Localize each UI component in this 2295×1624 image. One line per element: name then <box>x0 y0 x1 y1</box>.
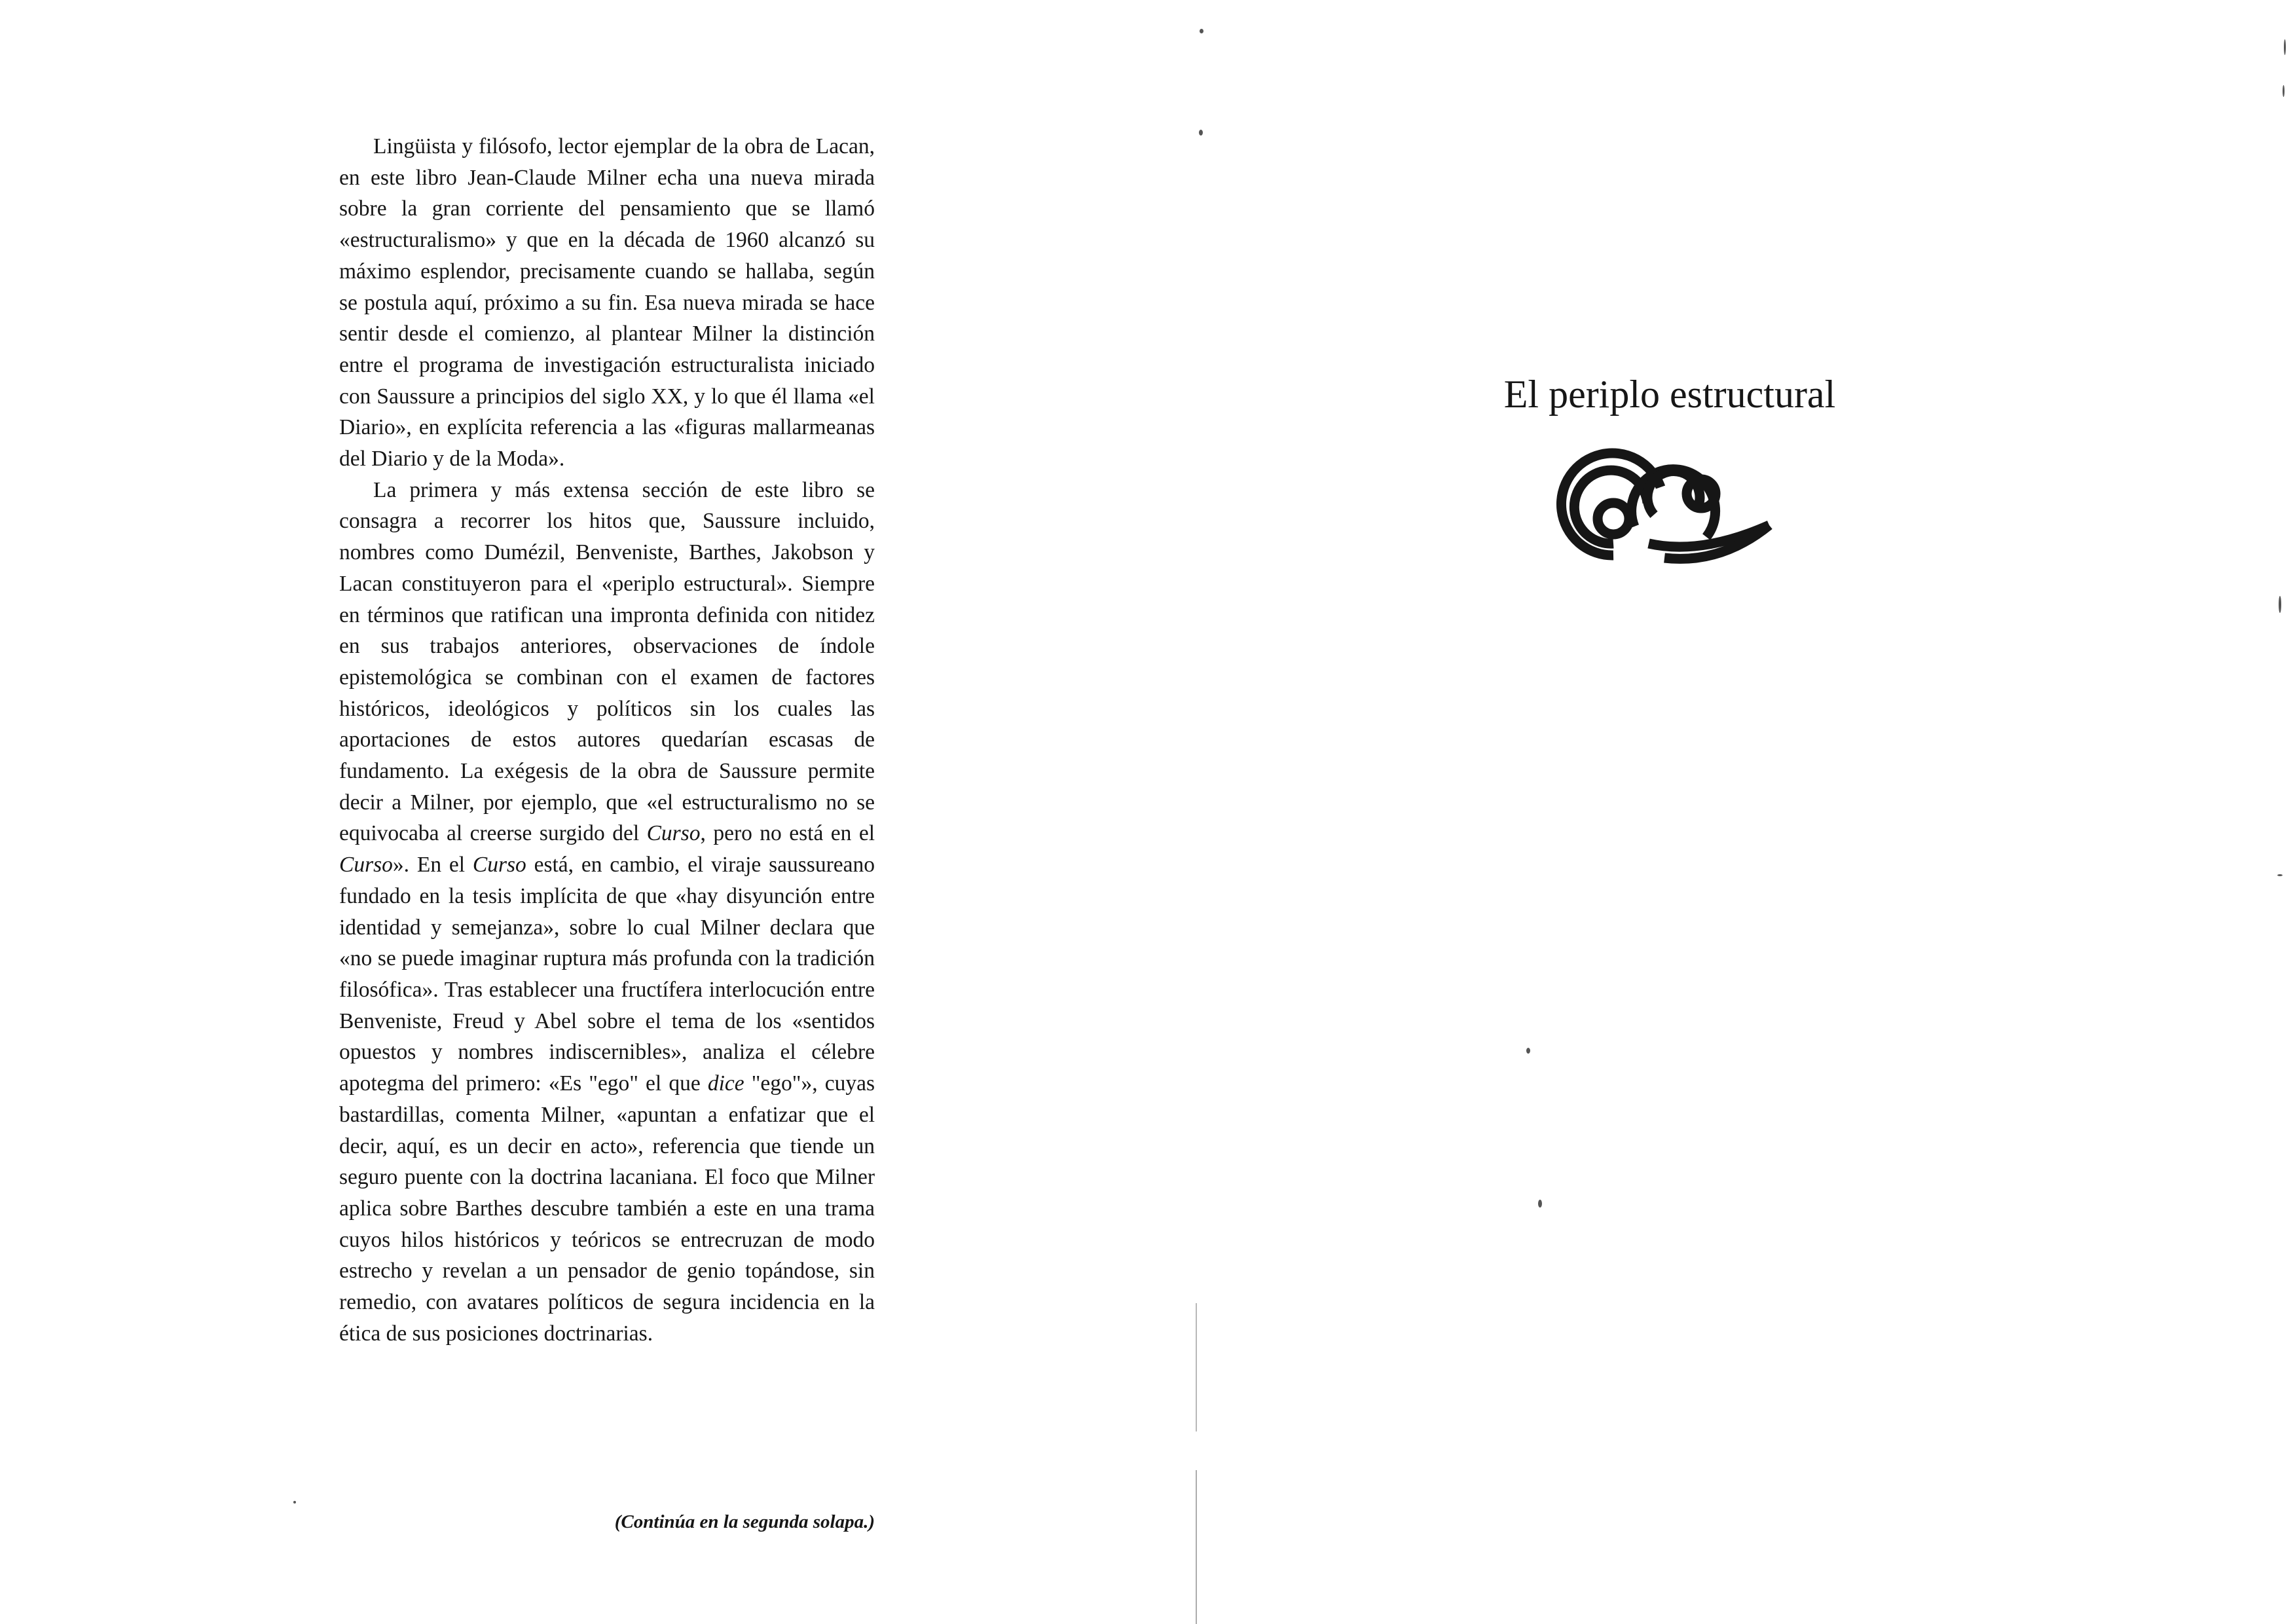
text-run: Lingüista y filósofo, lector ejemplar de la obra de Lacan, en este libro Jean-Claude Milner echa una nueva mirada sobre la gran corriente del pensamiento que se llamó «estructuralismo» y que en la década de 1960 alcanzó su máximo esplendor, precisamente cuando se hallaba, según se postula aquí, próximo a su fin. Esa nueva mirada se hace sentir desde el comienzo, al plantear Milner la distinción entre el programa de investigación estructuralista iniciado con Saussure a principios del siglo XX, y lo que él llama «el Diario», en explícita referencia a las «figuras mallarmeanas del Diario y de la Moda». <box>339 134 875 471</box>
text-run: ». En el <box>392 853 473 877</box>
text-run: "ego"», cuyas bastardillas, comenta Milner, «apuntan a enfatizar que el decir, aquí, es un decir en acto», referencia que tiende un seguro puente con la doctrina lacaniana. El foco que Milner aplica sobre Barthes descubre también a este en una trama cuyos hilos históricos y teóricos se entrecruzan de modo estrecho y revelan a un pensador de genio topándose, sin remedio, con avatares políticos de segura incidencia en la ética de sus posiciones doctrinarias. <box>339 1071 875 1346</box>
publisher-logo-double-spiral-icon <box>1551 445 1773 570</box>
right-flap <box>1196 0 2295 1624</box>
italic-run: Curso <box>646 821 701 846</box>
scan-speck <box>2284 39 2286 55</box>
italic-run: dice <box>707 1071 744 1096</box>
text-run: está, en cambio, el viraje saussureano fundado en la tesis implícita de que «hay disyunción entre identidad y semejanza», sobre lo cual Milner declara que «no se puede imaginar ruptura más profunda con la tradición filosófica». Tras establecer una fructífera interlocución entre Benveniste, Freud y Abel sobre el tema de los «sentidos opuestos y nombres indiscernibles», analiza el célebre apotegma del primero: «Es "ego" el que <box>339 853 875 1096</box>
scan-speck <box>2279 596 2281 613</box>
book-title: El periplo estructural <box>1503 373 1836 416</box>
scan-speck <box>1199 130 1203 136</box>
text-run: , pero no está en el <box>700 821 875 846</box>
text-run: La primera y más extensa sección de este libro se consagra a recorrer los hitos que, Saussure incluido, nombres como Dumézil, Benveniste, Barthes, Jakobson y Lacan constituyeron para el «periplo estructural». Siempre en términos que ratifican una impronta definida con nitidez en sus trabajos anteriores, observaciones de índole epistemológica se combinan con el examen de factores históricos, ideológicos y políticos sin los cuales las aportaciones de estos autores quedarían escasas de fundamento. La exégesis de la obra de Saussure permite decir a Milner, por ejemplo, que «el estructuralismo no se equivocaba al creerse surgido del <box>339 477 875 846</box>
italic-run: Curso <box>339 853 393 877</box>
scan-speck <box>2277 874 2283 876</box>
flap-paragraph-1 <box>339 131 875 475</box>
continued-note: (Continúa en la segunda solapa.) <box>614 1511 875 1532</box>
scan-speck <box>2283 85 2285 97</box>
flap-text <box>339 131 875 1349</box>
flap-paragraph-2 <box>339 475 875 1350</box>
scan-speck <box>1526 1048 1530 1054</box>
scan-speck <box>1200 29 1203 33</box>
scan-speck <box>1538 1200 1542 1208</box>
italic-run: Curso <box>472 853 526 877</box>
scan-speck <box>293 1501 296 1504</box>
